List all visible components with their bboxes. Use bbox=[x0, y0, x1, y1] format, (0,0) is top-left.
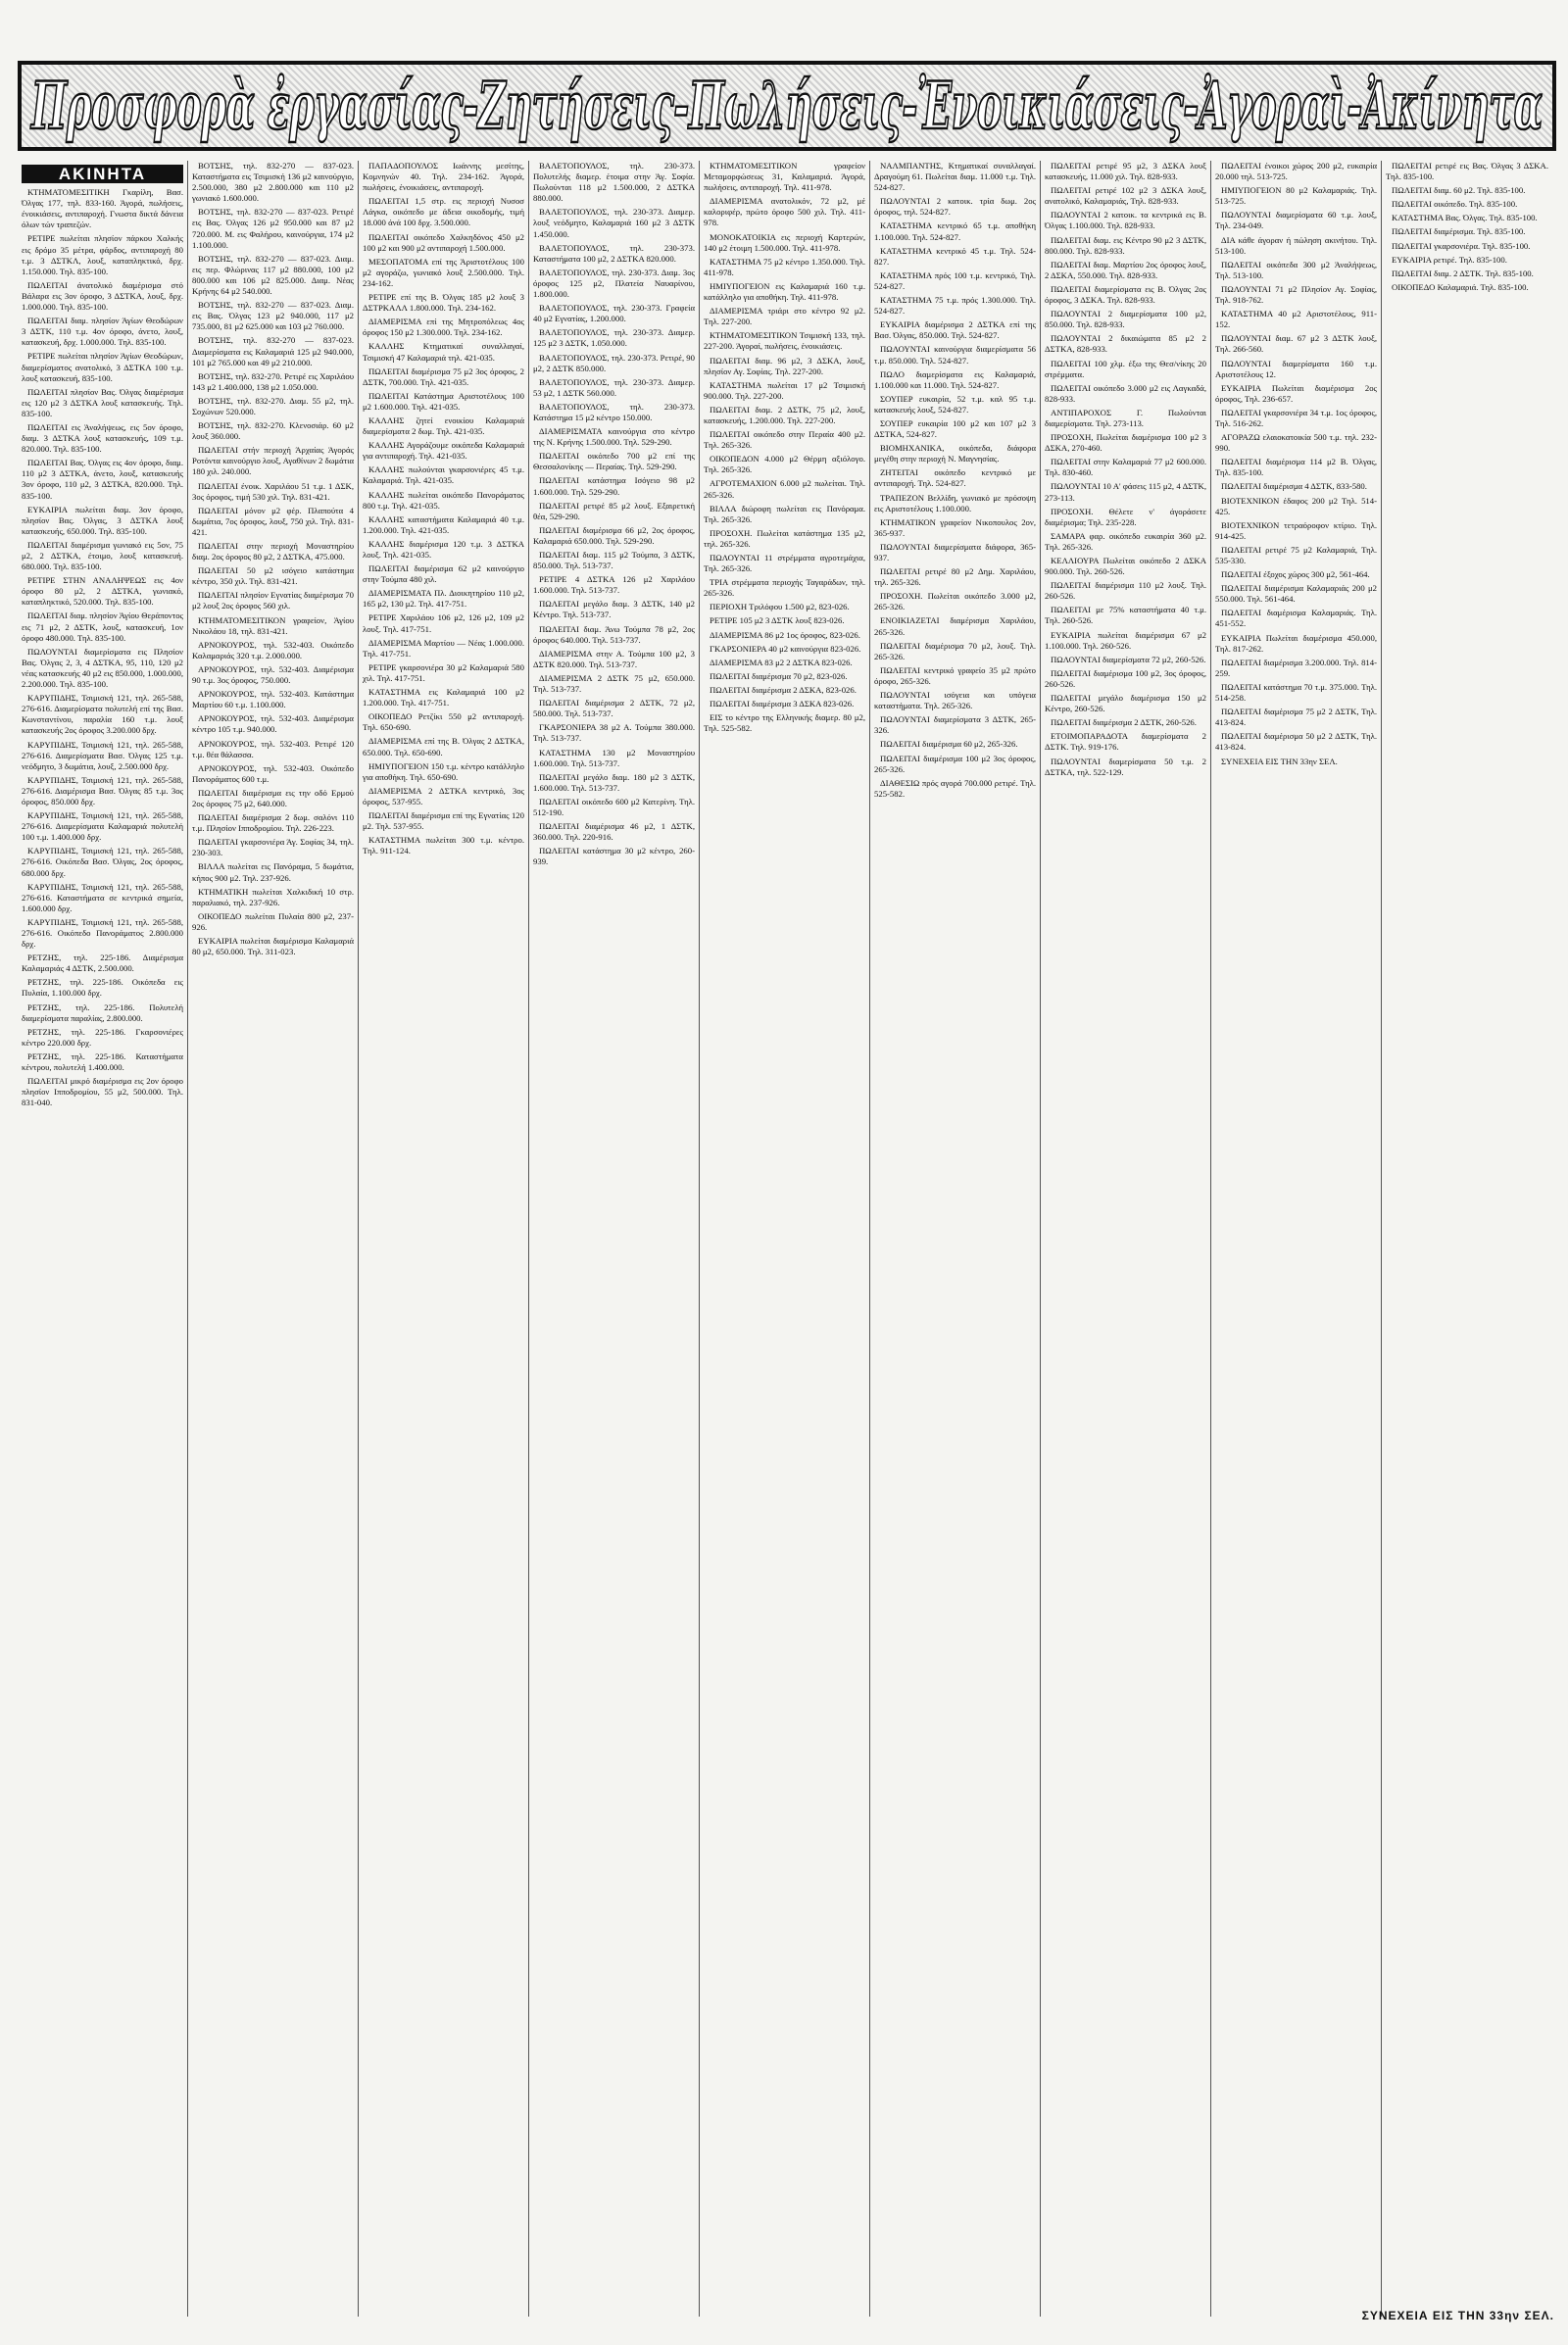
classified-ad: ΠΩΛΕΙΤΑΙ διαμέρισμα 3.200.000. Τηλ. 814-259. bbox=[1215, 657, 1377, 678]
classified-ad: ΠΩΛΟΥΝΤΑΙ 71 μ2 Πλησίον Αγ. Σοφίας, Τηλ. 918-762. bbox=[1215, 283, 1377, 306]
classified-ad: ΚΑΛΛΗΣ διαμέρισμα 120 τ.μ. 3 ΔΣΤΚΑ λουξ. Τηλ. 421-035. bbox=[363, 538, 524, 560]
classified-ad: ΟΙΚΟΠΕΔΟΝ 4.000 μ2 Θέρμη αξιόλογο. Τηλ. 265-326. bbox=[704, 454, 865, 475]
classified-column bbox=[529, 161, 700, 2317]
classified-ad: ΖΗΤΕΙΤΑΙ οικόπεδο κεντρικό με αντιπαροχή. Τηλ. 524-827. bbox=[874, 467, 1036, 489]
continued-note: ΣΥΝΕΧΕΙΑ ΕΙΣ ΤΗΝ 33ην ΣΕΛ. bbox=[1361, 2309, 1554, 2322]
classified-ad: ΕΤΟΙΜΟΠΑΡΑΔΟΤΑ διαμερίσματα 2 ΔΣΤΚ. Τηλ. 919-176. bbox=[1045, 731, 1206, 753]
classified-ad: ΓΚΑΡΣΟΝΙΕΡΑ 40 μ2 καινούργια 823-026. bbox=[710, 643, 861, 654]
classified-ad: ΠΩΛΕΙΤΑΙ με 75% καταστήματα 40 τ.μ. Τηλ. 260-526. bbox=[1045, 605, 1206, 626]
classified-ad: ΠΩΛΕΙΤΑΙ στην Καλαμαριά 77 μ2 600.000. Τηλ. 830-460. bbox=[1045, 457, 1206, 478]
classified-ad: ΠΩΛΕΙΤΑΙ κατάστημα Ισόγειο 98 μ2 1.600.000. Τηλ. 529-290. bbox=[533, 475, 695, 497]
classified-ad: ΟΙΚΟΠΕΔΟ Καλαμαριά. Τηλ. 835-100. bbox=[1392, 281, 1529, 292]
classified-ad: ΚΑΡΥΠΙΔΗΣ, Τσιμισκή 121, τηλ. 265-588, 276-616. Καταστήματα σε κεντρικά σημεία, 1.600.000 δρχ. bbox=[22, 881, 183, 913]
classified-ad: ΠΩΛΕΙΤΑΙ διαμ. πλησίον Άγίων Θεοδώρων 3 ΔΣΤΚ, 110 τ.μ. 4ον όροφο, άνετο, λουξ, κατασκευή, δρχ. 1.000.000. Τηλ. 835-100. bbox=[22, 316, 183, 348]
classified-ad: ΔΙΑΜΕΡΙΣΜΑΤΑ καινούργια στο κέντρο της Ν. Κρήνης 1.500.000. Τηλ. 529-290. bbox=[533, 426, 695, 448]
classified-ad: ΝΑΛΜΠΑΝΤΗΣ, Κτηματικαί συναλλαγαί. Δραγούμη 61. Πωλείται διαμ. 11.000 τ.μ. Τηλ. 524-827. bbox=[874, 161, 1036, 193]
classified-ad: ΠΩΛΕΙΤΑΙ διαμ. 2 ΔΣΤΚ. Τηλ. 835-100. bbox=[1392, 268, 1534, 278]
classified-ad: ΠΩΛΕΙΤΑΙ γκαρσονιέρα 34 τ.μ. 1ος όροφος, Τηλ. 516-262. bbox=[1215, 407, 1377, 428]
classified-ad: ΚΤΗΜΑΤΟΜΕΣΙΤΙΚΟΝ γραφείον Μεταμορφώσεως 31, Καλαμαριά. Άγορά, πωλήσεις, αντιπαροχή. Τηλ. 411-978. bbox=[704, 161, 865, 193]
classified-ad: ΡΕΤΖΗΣ, τηλ. 225-186. Πολυτελή διαμερίσματα παραλίας, 2.800.000. bbox=[22, 1002, 183, 1023]
classified-ad: ΠΩΛΕΙΤΑΙ διαμέρισμα 60 μ2, 265-326. bbox=[880, 739, 1018, 750]
classified-ad: ΠΩΛΕΙΤΑΙ διαμέρισμα 100 μ2, 3ος όροφος, 260-526. bbox=[1045, 667, 1206, 689]
classified-ad: ΚΑΡΥΠΙΔΗΣ, Τσιμισκή 121, τηλ. 265-588, 276-616. Διαμερίσματα Βασ. Όλγας 125 τ.μ. νεόδμητο, 3 δωμάτια, λουξ, 2.500.000 δρχ. bbox=[22, 739, 183, 771]
classified-ad: ΚΑΛΛΗΣ Αγοράζουμε οικόπεδα Καλαμαριά για αντιπαροχή. Τηλ. 421-035. bbox=[363, 440, 524, 462]
classified-ad: ΠΩΛΕΙΤΑΙ διαμ. Άνω Τούμπα 78 μ2, 2ος όροφος 640.000. Τηλ. 513-737. bbox=[533, 623, 695, 645]
classified-ad: ΠΩΛΕΙΤΑΙ οικόπεδο 700 μ2 επί της Θεσσαλονίκης — Περαίας. Τηλ. 529-290. bbox=[533, 451, 695, 472]
classified-ad: ΒΟΤΣΗΣ, τηλ. 832-270. Κλενοσιάρ. 60 μ2 λουξ 360.000. bbox=[192, 420, 354, 442]
classified-ad: ΕΙΣ το κέντρο της Ελληνικής διαμερ. 80 μ2, Τηλ. 525-582. bbox=[704, 712, 865, 734]
classified-ad: ΒΙΟΤΕΧΝΙΚΟΝ τετραόροφον κτίριο. Τηλ. 914-425. bbox=[1215, 519, 1377, 541]
classified-ad: ΤΡΙΑ στρέμματα περιοχής Ταγαράδων, τηλ. 265-326. bbox=[704, 577, 865, 599]
classified-ad: ΑΝΤΙΠΑΡΟΧΟΣ Γ. Πωλούνται διαμερίσματα. Τηλ. 273-113. bbox=[1045, 407, 1206, 428]
classified-column bbox=[870, 161, 1041, 2317]
classified-ad: ΔΙΑΜΕΡΙΣΜΑ επί της Μητροπόλεως 4ος όροφος 150 μ2 1.300.000. Τηλ. 234-162. bbox=[363, 317, 524, 338]
classified-ad: ΔΙΑ κάθε άγοραν ή πώληση ακινήτου. Τηλ. 513-100. bbox=[1215, 234, 1377, 256]
classified-ad: ΠΩΛΕΙΤΑΙ διαμέρισμα 4 ΔΣΤΚ, 833-580. bbox=[1221, 481, 1367, 492]
classified-ad: ΠΩΛΕΙΤΑΙ ρετιρέ 102 μ2 3 ΔΣΚΑ λουξ, ανατολικό, Καλαμαριάς, Τηλ. 828-933. bbox=[1045, 185, 1206, 207]
classified-ad: ΠΡΟΣΟΧΗ. Θέλετε ν' άγοράσετε διαμέρισμα; Τηλ. 235-228. bbox=[1045, 506, 1206, 527]
classified-ad: ΠΩΛΕΙΤΑΙ οικόπεδο στην Περαία 400 μ2. Τηλ. 265-326. bbox=[704, 429, 865, 451]
classified-ad: ΕΥΚΑΙΡΙΑ πωλείται διαμέρισμα Καλαμαριά 80 μ2, 650.000. Τηλ. 311-023. bbox=[192, 936, 354, 957]
classified-ad: ΒΑΛΕΤΟΠΟΥΛΟΣ, τηλ. 230-373. Πολυτελής διαμερ. έτοιμα στην Άγ. Σοφία. Πωλούνται 118 μ2 1.500.000, 2 ΔΣΤΚΑ 880.000. bbox=[533, 161, 695, 204]
classified-columns bbox=[18, 161, 1556, 2317]
classified-ad: ΠΩΛΕΙΤΑΙ ρετιρέ εις Βας. Όλγας 3 ΔΣΚΑ. Τηλ. 835-100. bbox=[1386, 161, 1548, 182]
classified-ad: ΣΑΜΑΡΑ φαρ. οικόπεδο ευκαιρία 360 μ2. Τηλ. 265-326. bbox=[1045, 530, 1206, 552]
classified-ad: ΚΑΡΥΠΙΔΗΣ, Τσιμισκή 121, τηλ. 265-588, 276-616. Οικόπεδο Πανοράματος 2.800.000 δρχ. bbox=[22, 916, 183, 950]
classified-ad: ΠΩΛΟΥΝΤΑΙ 11 στρέμματα αγροτεμάχια, Τηλ. 265-326. bbox=[704, 553, 865, 574]
classified-ad: ΕΥΚΑΙΡΙΑ ρετιρέ. Τηλ. 835-100. bbox=[1392, 254, 1507, 265]
classified-ad: ΠΩΛΕΙΤΑΙ κατάστημα 70 τ.μ. 375.000. Τηλ. 514-258. bbox=[1215, 681, 1377, 704]
classified-ad: ΒΑΛΕΤΟΠΟΥΛΟΣ, τηλ. 230-373. Διαμ. 3ος όροφος 125 μ2, Πλατεία Ναυαρίνου, 1.800.000. bbox=[533, 267, 695, 300]
classified-ad: ΠΩΛΕΙΤΑΙ διαμέρισμα 46 μ2, 1 ΔΣΤΚ, 360.000. Τηλ. 220-916. bbox=[533, 821, 695, 843]
classified-ad: ΔΙΑΜΕΡΙΣΜΑΤΑ Πλ. Διοικητηρίου 110 μ2, 165 μ2, 130 μ2. Τηλ. 417-751. bbox=[363, 588, 524, 610]
classified-ad: ΠΩΛΕΙΤΑΙ ρετιρέ 85 μ2 λουξ. Εξαιρετική θέα, 529-290. bbox=[533, 500, 695, 521]
classified-ad: ΚΑΤΑΣΤΗΜΑ πωλείται 300 τ.μ. κέντρο. Τηλ. 911-124. bbox=[363, 835, 524, 856]
classified-ad: ΠΩΛΕΙΤΑΙ 1,5 στρ. εις περιοχή Νυσοσ Λάγκα, οικόπεδο με άδεια οικοδομής, τιμή 18.000 άνά 100 δρχ. 3.500.000. bbox=[363, 196, 524, 228]
classified-ad: ΠΩΛΕΙΤΑΙ διαμέρισμα 70 μ2, λουξ. Τηλ. 265-326. bbox=[874, 640, 1036, 661]
classified-ad: ΠΩΛΕΙΤΑΙ οικόπεδα 300 μ2 Άναλήψεως, Τηλ. 513-100. bbox=[1215, 259, 1377, 280]
classified-ad: ΠΩΛΕΙΤΑΙ διαμέρισμα 50 μ2 2 ΔΣΤΚ, Τηλ. 413-824. bbox=[1215, 731, 1377, 753]
classified-ad: ΠΩΛΕΙΤΑΙ διαμ. 60 μ2. Τηλ. 835-100. bbox=[1392, 185, 1526, 196]
classified-ad: ΒΑΛΕΤΟΠΟΥΛΟΣ, τηλ. 230-373. Κατάστημα 15 μ2 κέντρο 150.000. bbox=[533, 401, 695, 422]
classified-ad: ΚΑΛΛΗΣ ζητεί ενοικίου Καλαμαριά διαμερίσματα 2 δωμ. Τηλ. 421-035. bbox=[363, 415, 524, 437]
classified-ad: ΡΕΤΖΗΣ, τηλ. 225-186. Διαμέρισμα Καλαμαριάς 4 ΔΣΤΚ, 2.500.000. bbox=[22, 953, 183, 974]
classified-ad: ΣΥΝΕΧΕΙΑ ΕΙΣ ΤΗΝ 33ην ΣΕΛ. bbox=[1221, 756, 1338, 766]
classified-ad: ΚΑΛΛΗΣ πωλούνται γκαρσονιέρες 45 τ.μ. Καλαμαριά. Τηλ. 421-035. bbox=[363, 464, 524, 486]
classified-ad: ΠΩΛΕΙΤΑΙ διαμέρισμα επί της Εγνατίας 120 μ2. Τηλ. 537-955. bbox=[363, 809, 524, 832]
classified-ad: ΠΩΛΕΙΤΑΙ μόνον μ2 φέρ. Πλαπούτα 4 δωμάτια, 7ος όροφος, λουξ, 750 χιλ. Τηλ. 831-421. bbox=[192, 505, 354, 537]
classified-ad: ΠΩΛΟΥΝΤΑΙ διαμερίσματα εις Πλησίον Βας. Όλγας 2, 3, 4 ΔΣΤΚΑ, 95, 110, 120 μ2 νέας κατασκευής 40 μ2 εις 850.000, 1.000.000, 2.200.000. Τηλ. 835-100. bbox=[22, 646, 183, 690]
classified-ad: ΗΜΙΥΠΟΓΕΙΟΝ 80 μ2 Καλαμαριάς. Τηλ. 513-725. bbox=[1215, 185, 1377, 207]
classified-ad: ΚΑΡΥΠΙΔΗΣ, Τσιμισκή 121, τηλ. 265-588, 276-616. Οικόπεδα Βασ. Όλγας, 2ος όροφος, 680.000 δρχ. bbox=[22, 846, 183, 878]
classified-ad: ΠΩΛΕΙΤΑΙ διαμέρισμα. Τηλ. 835-100. bbox=[1392, 226, 1526, 237]
classified-ad: ΚΑΤΑΣΤΗΜΑ 75 μ2 κέντρο 1.350.000. Τηλ. 411-978. bbox=[704, 256, 865, 277]
classified-ad: ΠΩΛΕΙΤΑΙ πλησίον Εγνατίας διαμέρισμα 70 μ2 λουξ 2ος όροφος 560 χιλ. bbox=[192, 590, 354, 611]
classified-ad: ΠΩΛΕΙΤΑΙ διαμέρισμα 100 μ2 3ος όροφος, 265-326. bbox=[874, 753, 1036, 774]
classified-ad: ΗΜΙΥΠΟΓΕΙΟΝ εις Καλαμαριά 160 τ.μ. κατάλληλο για αποθήκη. Τηλ. 411-978. bbox=[704, 280, 865, 303]
classified-ad: ΠΑΠΑΔΟΠΟΥΛΟΣ Ιωάννης μεσίτης, Κομνηνών 40. Τηλ. 234-162. Άγορά, πωλήσεις, ένοικιάσεις, αντιπαροχή. bbox=[363, 161, 524, 193]
classified-ad: ΡΕΤΙΡΕ πωλείται πλησίον πάρκου Χαλκής εις δρόμο 35 μέτρα, φάρδος, αντιπαροχή 80 τ.μ. 3 ΔΣΤΚΛ, λουξ, καταπληκτικό, δρχ. 1.150.000. Τηλ. 835-100. bbox=[22, 233, 183, 276]
classified-ad: ΠΩΛΕΙΤΑΙ μικρό διαμέρισμα εις 2ον όροφο πλησίον Ιπποδρομίου, 55 μ2, 500.000. Τηλ. 831-040. bbox=[22, 1076, 183, 1108]
classified-ad: ΚΑΡΥΠΙΔΗΣ, Τσιμισκή 121, τηλ. 265-588, 276-616. Διαμέρισμα Βασ. Όλγας 85 τ.μ. 3ος όροφος, 850.000 δρχ. bbox=[22, 774, 183, 806]
classified-ad: ΠΩΛΕΙΤΑΙ Κατάστημα Αριστοτέλους 100 μ2 1.600.000. Τηλ. 421-035. bbox=[363, 390, 524, 412]
classified-ad: ΠΩΛΕΙΤΑΙ διαμ. Μαρτίου 2ος όροφος λουξ, 2 ΔΣΚΑ, 550.000. Τηλ. 828-933. bbox=[1045, 259, 1206, 280]
classified-ad: ΜΕΣΟΠΑΤΟΜΑ επί της Άριστοτέλους 100 μ2 αγοράζω, γωνιακό λουξ 2.500.000. Τηλ. 234-162. bbox=[363, 256, 524, 288]
classified-ad: ΠΩΛΕΙΤΑΙ διαμέρισμα 2 ΔΣΚΑ, 823-026. bbox=[710, 684, 857, 695]
classified-ad: ΓΚΑΡΣΟΝΙΕΡΑ 38 μ2 Α. Τούμπα 380.000. Τηλ. 513-737. bbox=[533, 722, 695, 744]
classified-column bbox=[1382, 161, 1552, 2317]
classified-ad: ΠΩΛΕΙΤΑΙ διαμέρισμα 2 ΔΣΤΚ, 72 μ2, 580.000. Τηλ. 513-737. bbox=[533, 698, 695, 719]
classified-ad: ΠΩΛΟΥΝΤΑΙ καινούργια διαμερίσματα 56 τ.μ. 850.000. Τηλ. 524-827. bbox=[874, 344, 1036, 366]
classified-ad: ΠΩΛΟΥΝΤΑΙ διαμ. 67 μ2 3 ΔΣΤΚ λουξ, Τηλ. 266-560. bbox=[1215, 333, 1377, 355]
classified-ad: ΒΑΛΕΤΟΠΟΥΛΟΣ, τηλ. 230-373. Ρετιρέ, 90 μ2, 2 ΔΣΤΚ 850.000. bbox=[533, 352, 695, 373]
classified-ad: ΔΙΑΜΕΡΙΣΜΑ 86 μ2 1ος όροφος, 823-026. bbox=[710, 629, 860, 640]
classified-ad: ΚΑΤΑΣΤΗΜΑ πρός 100 τ.μ. κεντρικό, Τηλ. 524-827. bbox=[874, 269, 1036, 291]
classified-ad: ΚΑΛΛΗΣ καταστήματα Καλαμαριά 40 τ.μ. 1.200.000. Τηλ. 421-035. bbox=[363, 513, 524, 535]
classified-ad: ΠΩΛΟΥΝΤΑΙ 2 κατοικ. τρία δωμ. 2ος όροφος, τηλ. 524-827. bbox=[874, 196, 1036, 218]
classified-ad: ΟΙΚΟΠΕΔΟ Ρετζίκι 550 μ2 αντιπαροχή. Τηλ. 650-690. bbox=[363, 711, 524, 733]
classified-ad: ΔΙΑΜΕΡΙΣΜΑ 2 ΔΣΤΚΑ κεντρικό, 3ος όροφος, 537-955. bbox=[363, 785, 524, 806]
classified-ad: ΠΩΛΕΙΤΑΙ 100 χλμ. έξω της Θεσ/νίκης 20 στρέμματα. bbox=[1045, 358, 1206, 379]
classified-ad: ΠΩΛΕΙΤΑΙ διαμέρισμα 66 μ2, 2ος όροφος, Καλαμαριά 650.000. Τηλ. 529-290. bbox=[533, 524, 695, 546]
classified-ad: ΠΩΛΕΙΤΑΙ διαμέρισμα 70 μ2, 823-026. bbox=[710, 670, 848, 681]
classified-ad: ΡΕΤΙΡΕ γκαρσονιέρα 30 μ2 Καλαμαριά 580 χιλ. Τηλ. 417-751. bbox=[363, 661, 524, 683]
classified-ad: ΒΟΤΣΗΣ, τηλ. 832-270 — 837-023. Διαμ. εις περ. Φλώρινας 117 μ2 880.000, 100 μ2 800.000 και 106 μ2 825.000. Διαμ. Νέας Κρήνης 64 μ2 540.000. bbox=[192, 253, 354, 297]
classified-ad: ΡΕΤΙΡΕ πωλείται πλησίον Άγίων Θεοδώρων, διαμερίσματος ανατολικό, 3 ΔΣΤΚΑ 100 τ.μ. λουξ κατασκευή, 835-100. bbox=[22, 351, 183, 383]
classified-ad: ΠΡΟΣΟΧΗ. Πωλείται κατάστημα 135 μ2, τηλ. 265-326. bbox=[704, 527, 865, 549]
classified-column bbox=[700, 161, 870, 2317]
classified-ad: ΠΩΛΕΙΤΑΙ διαμερίσματα εις Β. Όλγας 2ος όροφος, 3 ΔΣΚΑ. Τηλ. 828-933. bbox=[1045, 283, 1206, 306]
classified-column bbox=[1041, 161, 1211, 2317]
classified-ad: ΒΙΟΤΕΧΝΙΚΟΝ έδαφος 200 μ2 Τηλ. 514-425. bbox=[1215, 495, 1377, 516]
classified-ad: ΚΑΡΥΠΙΔΗΣ, Τσιμισκή 121, τηλ. 265-588, 276-616. Διαμερίσματα πολυτελή επί της Βασ. Κωνσταντίνου, παραλία 160 τ.μ. λουξ κατασκευής 2ος όροφος 3.200.000 δρχ. bbox=[22, 693, 183, 736]
classified-ad: ΣΟΥΠΕΡ ευκαιρία 100 μ2 και 107 μ2 3 ΔΣΤΚΑ, 524-827. bbox=[874, 417, 1036, 440]
classified-ad: ΠΩΛΕΙΤΑΙ στήν περιοχή Άρχαίας Άγοράς Ροτόντα καινούργιο λουξ, Αγαθίνων 2 δωμάτια 180 χιλ. 240.000. bbox=[192, 445, 354, 477]
classified-ad: ΚΤΗΜΑΤΟΜΕΣΙΤΙΚΟΝ γραφείον, Άγίου Νικολάου 18, τηλ. 831-421. bbox=[192, 614, 354, 636]
classified-ad: ΚΑΤΑΣΤΗΜΑ κεντρικό 65 τ.μ. αποθήκη 1.100.000. Τηλ. 524-827. bbox=[874, 220, 1036, 242]
classified-ad: ΠΩΛΕΙΤΑΙ διαμέρισμα εις την οδό Ερμού 2ος όροφος 75 μ2, 640.000. bbox=[192, 787, 354, 808]
classified-ad: ΠΩΛΕΙΤΑΙ διαμέρισμα γωνιακό εις 5ον, 75 μ2, 2 ΔΣΤΚΑ, έτοιμο, λουξ κατασκευή. 680.000. Τηλ. 835-100. bbox=[22, 539, 183, 572]
classified-ad: ΠΩΛΟΥΝΤΑΙ διαμερίσματα 60 τ.μ. λουξ, Τηλ. 234-049. bbox=[1215, 210, 1377, 231]
classified-ad: ΑΡΝΟΚΟΥΡΟΣ, τηλ. 532-403. Οικόπεδο Πανοράματος 600 τ.μ. bbox=[192, 762, 354, 784]
classified-ad: ΠΩΛΕΙΤΑΙ 50 μ2 ισόγειο κατάστημα κέντρο, 350 χιλ. Τηλ. 831-421. bbox=[192, 565, 354, 587]
classified-ad: ΕΥΚΑΙΡΙΑ πωλείται διαμ. 3ον όροφο, πλησίον Βας. Όλγας, 3 ΔΣΤΚΑ λουξ κατασκευής, 650.000. Τηλ. 835-100. bbox=[22, 504, 183, 536]
classified-ad: ΠΩΛΟΥΝΤΑΙ 10 Α' φάσεις 115 μ2, 4 ΔΣΤΚ, 273-113. bbox=[1045, 481, 1206, 503]
classified-ad: ΔΙΑΜΕΡΙΣΜΑ τριάρι στο κέντρο 92 μ2. Τηλ. 227-200. bbox=[704, 306, 865, 327]
classified-ad: ΜΟΝΟΚΑΤΟΙΚΙΑ εις περιοχή Καρτερών, 140 μ2 έτοιμη 1.500.000. Τηλ. 411-978. bbox=[704, 231, 865, 253]
classified-ad: ΠΩΛΕΙΤΑΙ ρετιρέ 95 μ2, 3 ΔΣΚΑ λουξ κατασκευής, 11.000 χιλ. Τηλ. 828-933. bbox=[1045, 161, 1206, 182]
classified-ad: ΠΩΛΕΙΤΑΙ κατάστημα 30 μ2 κέντρο, 260-939. bbox=[533, 846, 695, 867]
classified-ad: ΚΑΛΛΗΣ Κτηματικαί συναλλαγαί, Τσιμισκή 47 Καλαμαριά τηλ. 421-035. bbox=[363, 341, 524, 363]
classified-ad: ΕΥΚΑΙΡΙΑ πωλείται διαμέρισμα 67 μ2 1.100.000. Τηλ. 260-526. bbox=[1045, 629, 1206, 651]
classified-ad: ΒΟΤΣΗΣ, τηλ. 832-270 — 837-023. Ρετιρέ εις Βας. Όλγας 126 μ2 950.000 και 87 μ2 720.000. Μ. εις Φαλήρου, καινούργια, 174 μ2 1.100.000. bbox=[192, 207, 354, 250]
classified-ad: ΚΤΗΜΑΤΙΚΗ πωλείται Χαλκιδική 10 στρ. παραλιακό, τηλ. 237-926. bbox=[192, 886, 354, 907]
classified-column bbox=[359, 161, 529, 2317]
classified-column bbox=[188, 161, 359, 2317]
classified-ad: ΒΟΤΣΗΣ, τηλ. 832-270 — 837-023. Καταστήματα εις Τσιμισκή 136 μ2 καινούργιο, 2.500.000, 380 μ2 2.800.000 και 110 μ2 γωνιακό 1.600.000. bbox=[192, 161, 354, 204]
classified-ad: ΒΟΤΣΗΣ, τηλ. 832-270 — 837-023. Διαμ. εις Βας. Όλγας 123 μ2 940.000, 117 μ2 735.000, 81 μ2 625.000 και 103 μ2 760.000. bbox=[192, 300, 354, 332]
classified-ad: ΚΑΡΥΠΙΔΗΣ, Τσιμισκή 121, τηλ. 265-588, 276-616. Διαμερίσματα Καλαμαριά πολυτελή 100 τ.μ. 1.400.000 δρχ. bbox=[22, 810, 183, 843]
classified-ad: ΠΩΛΕΙΤΑΙ διαμέρισμα 62 μ2 καινούργιο στην Τούμπα 480 χιλ. bbox=[363, 563, 524, 585]
classified-ad: ΕΥΚΑΙΡΙΑ Πωλείται διαμέρισμα 450.000, Τηλ. 817-262. bbox=[1215, 632, 1377, 654]
classified-ad: ΠΩΛΕΙΤΑΙ κεντρικό γραφείο 35 μ2 πρώτο όροφο, 265-326. bbox=[874, 664, 1036, 686]
classified-ad: ΠΩΛΕΙΤΑΙ εις Άναλήψεως, εις 5ον όροφο, διαμ. 3 ΔΣΤΚΑ λουξ κατασκευής, 109 τ.μ. 820.000. Τηλ. 835-100. bbox=[22, 421, 183, 455]
classified-ad: ΠΩΛΕΙΤΑΙ μεγάλο διαμ. 3 ΔΣΤΚ, 140 μ2 Κέντρο. Τηλ. 513-737. bbox=[533, 599, 695, 620]
classified-ad: ΠΩΛΟ διαμερίσματα εις Καλαμαριά, 1.100.000 και 11.000. Τηλ. 524-827. bbox=[874, 368, 1036, 390]
classified-ad: ΔΙΑΜΕΡΙΣΜΑ επί της Β. Όλγας 2 ΔΣΤΚΑ, 650.000. Τηλ. 650-690. bbox=[363, 736, 524, 757]
classified-ad: ΤΡΑΠΕΖΟΝ Βελλίδη, γωνιακό με πρόσοψη εις Αριστοτέλους 1.100.000. bbox=[874, 492, 1036, 513]
classified-ad: ΡΕΤΙΡΕ επί της Β. Όλγας 185 μ2 λουξ 3 ΔΣΤΡΚΑΛΛ 1.800.000. Τηλ. 234-162. bbox=[363, 292, 524, 314]
classified-ad: ΠΩΛΕΙΤΑΙ στην περιοχή Μοναστηρίου διαμ. 2ος όροφος 80 μ2, 2 ΔΣΤΚΑ, 475.000. bbox=[192, 541, 354, 562]
classified-ad: ΠΩΛΕΙΤΑΙ έξοχος χώρος 300 μ2, 561-464. bbox=[1221, 569, 1370, 580]
classified-ad: ΔΙΑΜΕΡΙΣΜΑ στην Α. Τούμπα 100 μ2, 3 ΔΣΤΚ 820.000. Τηλ. 513-737. bbox=[533, 648, 695, 669]
classified-ad: ΔΙΑΜΕΡΙΣΜΑ ανατολικόν, 72 μ2, μέ καλοριφέρ, πρώτο όροφο 500 χιλ. Τηλ. 411-978. bbox=[704, 196, 865, 228]
classified-ad: ΠΩΛΕΙΤΑΙ ένοικ. Χαριλάου 51 τ.μ. 1 ΔΣΚ, 3ος όροφος, τιμή 530 χιλ. Τηλ. 831-421. bbox=[192, 480, 354, 502]
classified-ad: ΒΑΛΕΤΟΠΟΥΛΟΣ, τηλ. 230-373. Διαμερ. 53 μ2, 1 ΔΣΤΚ 560.000. bbox=[533, 376, 695, 398]
classified-ad: ΒΟΤΣΗΣ, τηλ. 832-270. Διαμ. 55 μ2, τηλ. Σοχώνων 520.000. bbox=[192, 395, 354, 416]
classified-ad: ΚΑΤΑΣΤΗΜΑ 75 τ.μ. πρός 1.300.000. Τηλ. 524-827. bbox=[874, 295, 1036, 317]
classified-ad: ΠΩΛΕΙΤΑΙ διαμέρισμα 2 δωμ. σαλόνι 110 τ.μ. Πλησίον Ιπποδρομίου. Τηλ. 226-223. bbox=[192, 812, 354, 834]
classified-ad: ΠΩΛΕΙΤΑΙ οικόπεδο 600 μ2 Κατερίνη. Τηλ. 512-190. bbox=[533, 796, 695, 817]
classified-ad: ΡΕΤΖΗΣ, τηλ. 225-186. Καταστήματα κέντρου, πολυτελή 1.400.000. bbox=[22, 1050, 183, 1073]
classified-ad: ΔΙΑΘΕΣΙΩ πρός αγορά 700.000 ρετιρέ. Τηλ. 525-582. bbox=[874, 777, 1036, 799]
classified-ad: ΚΑΤΑΣΤΗΜΑ εις Καλαμαριά 100 μ2 1.200.000. Τηλ. 417-751. bbox=[363, 687, 524, 708]
classified-ad: ΠΩΛΕΙΤΑΙ διαμέρισμα 75 μ2 2 ΔΣΤΚ, Τηλ. 413-824. bbox=[1215, 707, 1377, 728]
classified-ad: ΑΡΝΟΚΟΥΡΟΣ, τηλ. 532-403. Οικόπεδο Καλαμαριάς 320 τ.μ. 2.000.000. bbox=[192, 639, 354, 660]
classified-ad: ΠΩΛΕΙΤΑΙ Βας. Όλγας εις 4ον όροφο, διαμ. 110 μ2 3 ΔΣΤΚΑ, άνετο, λουξ, κατασκευής 3ον όροφο, 110 μ2, 3 ΔΣΤΚΑ, 820.000. Τηλ. 835-100. bbox=[22, 458, 183, 501]
classified-ad: ΠΩΛΟΥΝΤΑΙ 2 διαμερίσματα 100 μ2, 850.000. Τηλ. 828-933. bbox=[1045, 309, 1206, 330]
classified-ad: ΡΕΤΙΡΕ 4 ΔΣΤΚΑ 126 μ2 Χαριλάου 1.600.000. Τηλ. 513-737. bbox=[533, 574, 695, 596]
classified-ad: ΠΡΟΣΟΧΗ. Πωλείται οικόπεδο 3.000 μ2, 265-326. bbox=[874, 591, 1036, 612]
classified-ad: ΒΑΛΕΤΟΠΟΥΛΟΣ, τηλ. 230-373. Διαμερ. λουξ νεόδμητο, Καλαμαριά 160 μ2 3 ΔΣΤΚ 1.450.000. bbox=[533, 207, 695, 239]
classified-ad: ΠΩΛΕΙΤΑΙ οικόπεδο Χαλκηδόνος 450 μ2 100 μ2 και 900 μ2 αντιπαροχή 1.500.000. bbox=[363, 231, 524, 253]
classified-ad: ΠΩΛΕΙΤΑΙ ένοικοι χώρος 200 μ2, ευκαιρία 20.000 τηλ. 513-725. bbox=[1215, 161, 1377, 182]
classified-ad: ΒΑΛΕΤΟΠΟΥΛΟΣ, τηλ. 230-373. Καταστήματα 100 μ2, 2 ΔΣΤΚΑ 820.000. bbox=[533, 242, 695, 264]
classified-ad: ΒΑΛΕΤΟΠΟΥΛΟΣ, τηλ. 230-373. Γραφεία 40 μ2 Εγνατίας, 1.200.000. bbox=[533, 303, 695, 324]
classified-ad: ΚΤΗΜΑΤΟΜΕΣΙΤΙΚΟΝ Τσιμισκή 133, τηλ. 227-200. Άγοραί, πωλήσεις, ένοικιάσεις. bbox=[704, 330, 865, 352]
classified-ad: ΠΩΛΕΙΤΑΙ διαμ. 115 μ2 Τούμπα, 3 ΔΣΤΚ, 850.000. Τηλ. 513-737. bbox=[533, 550, 695, 571]
section-heading: ΑΚΙΝΗΤΑ bbox=[22, 165, 183, 183]
classified-ad: ΠΩΛΕΙΤΑΙ πλησίον Βας. Όλγας διαμέρισμα εις 120 μ2 3 ΔΣΤΚΑ λουξ κατασκευής. Τηλ. 835-100. bbox=[22, 386, 183, 418]
classified-ad: ΡΕΤΖΗΣ, τηλ. 225-186. Γκαρσονιέρες κέντρο 220.000 δρχ. bbox=[22, 1026, 183, 1048]
classified-ad: ΠΩΛΕΙΤΑΙ άνατολικό διαμέρισμα στό Βάλαρα εις 3ον όροφο, 3 ΔΣΤΚΑ, λουξ, δρχ. 1.000.000. Τηλ. 835-100. bbox=[22, 279, 183, 313]
classified-ad: ΚΑΛΛΗΣ πωλείται οικόπεδο Πανοράματος 800 τ.μ. Τηλ. 421-035. bbox=[363, 489, 524, 511]
classified-ad: ΔΙΑΜΕΡΙΣΜΑ Μαρτίου — Νέας 1.000.000. Τηλ. 417-751. bbox=[363, 637, 524, 659]
classified-ad: ΠΩΛΕΙΤΑΙ διαμ. 2 ΔΣΤΚ, 75 μ2, λουξ, κατασκευής, 1.200.000. Τηλ. 227-200. bbox=[704, 404, 865, 425]
classified-ad: ΑΡΝΟΚΟΥΡΟΣ, τηλ. 532-403. Διαμέρισμα κέντρο 105 τ.μ. 940.000. bbox=[192, 713, 354, 735]
classified-ad: ΠΩΛΕΙΤΑΙ διαμ. εις Κέντρο 90 μ2 3 ΔΣΤΚ, 800.000. Τηλ. 828-933. bbox=[1045, 234, 1206, 256]
classified-ad: ΒΙΛΛΑ διώροφη πωλείται εις Πανόραμα. Τηλ. 265-326. bbox=[704, 503, 865, 524]
classified-ad: ΟΙΚΟΠΕΔΟ πωλείται Πυλαία 800 μ2, 237-926. bbox=[192, 910, 354, 932]
classified-ad: ΒΟΤΣΗΣ, τηλ. 832-270. Ρετιρέ εις Χαριλάου 143 μ2 1.400.000, 138 μ2 1.050.000. bbox=[192, 370, 354, 392]
classified-ad: ΠΩΛΕΙΤΑΙ μεγάλο διαμ. 180 μ2 3 ΔΣΤΚ, 1.600.000. Τηλ. 513-737. bbox=[533, 771, 695, 793]
classified-ad: ΠΕΡΙΟΧΗ Τριλόφου 1.500 μ2, 823-026. bbox=[710, 602, 850, 612]
banner-title: Προσφορὰ ἐργασίας-Ζητήσεις-Πωλήσεις-Ἐνοικιάσεις-Ἀγοραὶ-Ἀκίνητα bbox=[31, 68, 1543, 144]
classified-ad: ΒΙΟΜΗΧΑΝΙΚΑ, οικόπεδα, διάφορα μεγέθη στην περιοχή Ν. Μαγνησίας. bbox=[874, 443, 1036, 464]
classified-ad: ΡΕΤΙΡΕ ΣΤΗΝ ΑΝΑΛΗΨΕΩΣ εις 4ον όροφο 80 μ2, 2 ΔΣΤΚΑ, γωνιακό, καταπληκτικό, 520.000. Τηλ. 835-100. bbox=[22, 575, 183, 608]
classified-ad: ΠΩΛΕΙΤΑΙ διαμέρισμα Καλαμαριάς. Τηλ. 451-552. bbox=[1215, 608, 1377, 629]
classified-ad: ΠΩΛΕΙΤΑΙ ρετιρέ 75 μ2 Καλαμαριά, Τηλ. 535-330. bbox=[1215, 544, 1377, 565]
classified-ad: ΒΑΛΕΤΟΠΟΥΛΟΣ, τηλ. 230-373. Διαμερ. 125 μ2 3 ΔΣΤΚ, 1.050.000. bbox=[533, 327, 695, 349]
classified-ad: ΔΙΑΜΕΡΙΣΜΑ 83 μ2 2 ΔΣΤΚΑ 823-026. bbox=[710, 657, 853, 667]
classified-ad: ΠΩΛΟΥΝΤΑΙ ισόγεια και υπόγεια καταστήματα. Τηλ. 265-326. bbox=[874, 690, 1036, 711]
classified-ad: ΠΩΛΟΥΝΤΑΙ διαμερίσματα διάφορα, 365-937. bbox=[874, 541, 1036, 562]
classified-ad: ΗΜΙΥΠΟΓΕΙΟΝ 150 τ.μ. κέντρο κατάλληλο για αποθήκη. Τηλ. 650-690. bbox=[363, 760, 524, 782]
classified-ad: ΑΡΝΟΚΟΥΡΟΣ, τηλ. 532-403. Ρετιρέ 120 τ.μ. θέα θάλασσα. bbox=[192, 738, 354, 759]
classified-ad: ΑΡΝΟΚΟΥΡΟΣ, τηλ. 532-403. Διαμέρισμα 90 τ.μ. 3ος όροφος, 750.000. bbox=[192, 663, 354, 686]
classified-ad: ΒΟΤΣΗΣ, τηλ. 832-270 — 837-023. Διαμερίσματα εις Καλαμαριά 125 μ2 940.000, 101 μ2 765.000 και 49 μ2 210.000. bbox=[192, 335, 354, 367]
classified-ad: ΠΩΛΕΙΤΑΙ διαμ. πλησίον Άγίου Θεράποντος εις 71 μ2, 2 ΔΣΤΚ, λουξ, κατασκευή, 1ον όροφο 480.000. Τηλ. 835-100. bbox=[22, 611, 183, 643]
classified-ad: ΠΩΛΕΙΤΑΙ διαμέρισμα 2 ΔΣΤΚ, 260-526. bbox=[1051, 717, 1197, 728]
classified-ad: ΚΤΗΜΑΤΙΚΟΝ γραφείον Νικοπουλος 2ον, 365-937. bbox=[874, 516, 1036, 538]
classified-column bbox=[18, 161, 188, 2317]
classified-ad: ΠΩΛΕΙΤΑΙ γκαρσονιέρα. Τηλ. 835-100. bbox=[1392, 240, 1531, 251]
classified-ad: ΡΕΤΖΗΣ, τηλ. 225-186. Οικόπεδα εις Πυλαία, 1.100.000 δρχ. bbox=[22, 977, 183, 999]
classified-ad: ΡΕΤΙΡΕ 105 μ2 3 ΔΣΤΚ λουξ 823-026. bbox=[710, 615, 845, 626]
classified-ad: ΚΑΤΑΣΤΗΜΑ 40 μ2 Αριστοτέλους, 911-152. bbox=[1215, 309, 1377, 330]
classified-ad: ΔΙΑΜΕΡΙΣΜΑ 2 ΔΣΤΚ 75 μ2, 650.000. Τηλ. 513-737. bbox=[533, 672, 695, 695]
classified-ad: ΠΩΛΕΙΤΑΙ διαμέρισμα Καλαμαριάς 200 μ2 550.000. Τηλ. 561-464. bbox=[1215, 583, 1377, 605]
classified-ad: ΑΓΡΟΤΕΜΑΧΙΟΝ 6.000 μ2 πωλείται. Τηλ. 265-326. bbox=[704, 478, 865, 500]
classified-ad: ΠΩΛΟΥΝΤΑΙ διαμερίσματα 3 ΔΣΤΚ, 265-326. bbox=[874, 714, 1036, 736]
classified-column bbox=[1211, 161, 1382, 2317]
classified-ad: ΠΩΛΕΙΤΑΙ οικόπεδο. Τηλ. 835-100. bbox=[1392, 199, 1518, 210]
classified-ad: ΕΥΚΑΙΡΙΑ διαμέρισμα 2 ΔΣΤΚΑ επί της Βασ. Όλγας, 850.000. Τηλ. 524-827. bbox=[874, 319, 1036, 341]
classified-ad: ΚΑΤΑΣΤΗΜΑ πωλείται 17 μ2 Τσιμισκή 900.000. Τηλ. 227-200. bbox=[704, 379, 865, 401]
classified-ad: ΠΩΛΟΥΝΤΑΙ 2 δικαιώματα 85 μ2 2 ΔΣΤΚΑ, 828-933. bbox=[1045, 333, 1206, 355]
classified-ad: ΠΩΛΕΙΤΑΙ οικόπεδο 3.000 μ2 εις Λαγκαδά, 828-933. bbox=[1045, 382, 1206, 404]
classified-ad: ΠΩΛΕΙΤΑΙ διαμέρισμα 75 μ2 3ος όροφος, 2 ΔΣΤΚ, 700.000. Τηλ. 421-035. bbox=[363, 366, 524, 387]
classified-ad: ΠΩΛΟΥΝΤΑΙ 2 κατοικ. τα κεντρικά εις Β. Όλγας 1.100.000. Τηλ. 828-933. bbox=[1045, 210, 1206, 231]
classified-ad: ΚΑΤΑΣΤΗΜΑ κεντρικό 45 τ.μ. Τηλ. 524-827. bbox=[874, 245, 1036, 267]
classified-ad: ΑΓΟΡΑΖΩ ελαιοκατοικία 500 τ.μ. τηλ. 232-990. bbox=[1215, 432, 1377, 454]
classified-ad: ΠΩΛΕΙΤΑΙ διαμέρισμα 110 μ2 λουξ. Τηλ. 260-526. bbox=[1045, 580, 1206, 602]
classifieds-banner bbox=[18, 61, 1556, 151]
classified-ad: ΣΟΥΠΕΡ ευκαιρία, 52 τ.μ. καλ 95 τ.μ. κατασκευής λουξ, 524-827. bbox=[874, 393, 1036, 415]
classified-ad: ΠΩΛΕΙΤΑΙ μεγάλο διαμέρισμα 150 μ2 Κέντρο, 260-526. bbox=[1045, 693, 1206, 714]
classified-ad: ΠΩΛΟΥΝΤΑΙ διαμερίσματα 50 τ.μ. 2 ΔΣΤΚΑ, τηλ. 522-129. bbox=[1045, 756, 1206, 777]
classified-ad: ΚΑΤΑΣΤΗΜΑ 130 μ2 Μοναστηρίου 1.600.000. Τηλ. 513-737. bbox=[533, 747, 695, 768]
classified-ad: ΠΩΛΟΥΝΤΑΙ διαμερίσματα 72 μ2, 260-526. bbox=[1051, 654, 1206, 664]
classified-ad: ΚΑΤΑΣΤΗΜΑ Βας. Όλγας. Τηλ. 835-100. bbox=[1392, 213, 1538, 223]
classified-ad: ΠΩΛΟΥΝΤΑΙ διαμερίσματα 160 τ.μ. Αριστοτέλους 12. bbox=[1215, 358, 1377, 379]
classified-ad: ΕΥΚΑΙΡΙΑ Πωλείται διαμέρισμα 2ος όροφος, Τηλ. 236-657. bbox=[1215, 382, 1377, 404]
classified-ad: ΑΡΝΟΚΟΥΡΟΣ, τηλ. 532-403. Κατάστημα Μαρτίου 60 τ.μ. 1.100.000. bbox=[192, 689, 354, 710]
classified-ad: ΒΙΛΛΑ πωλείται εις Πανόραμα, 5 δωμάτια, κήπος 900 μ2. Τηλ. 237-926. bbox=[192, 861, 354, 883]
classified-ad: ΡΕΤΙΡΕ Χαριλάου 106 μ2, 126 μ2, 109 μ2 λουξ. Τηλ. 417-751. bbox=[363, 612, 524, 634]
classified-ad: ΠΩΛΕΙΤΑΙ διαμ. 96 μ2, 3 ΔΣΚΑ, λουξ, πλησίον Αγ. Σοφίας. Τηλ. 227-200. bbox=[704, 355, 865, 376]
classified-ad: ΕΝΟΙΚΙΑΖΕΤΑΙ διαμέρισμα Χαριλάου, 265-326. bbox=[874, 615, 1036, 637]
classified-ad: ΚΕΛΛΙΟΥΡΑ Πωλείται οικόπεδο 2 ΔΣΚΑ 900.000. Τηλ. 260-526. bbox=[1045, 556, 1206, 577]
classified-ad: ΠΡΟΣΟΧΗ, Πωλείται διαμέρισμα 100 μ2 3 ΔΣΚΑ, 270-460. bbox=[1045, 432, 1206, 454]
classified-ad: ΠΩΛΕΙΤΑΙ διαμέρισμα 3 ΔΣΚΑ 823-026. bbox=[710, 699, 855, 709]
classified-ad: ΚΤΗΜΑΤΟΜΕΣΙΤΙΚΗ Γκαρίλη, Βασ. Όλγας 177, τηλ. 833-160. Άγορά, πωλήσεις, ένοικιάσεις, αντιπαροχή. Γνωστα δικτά δάνεια όλων τών τραπεζών. bbox=[22, 187, 183, 230]
classified-ad: ΠΩΛΕΙΤΑΙ ρετιρέ 80 μ2 Δημ. Χαριλάου, τηλ. 265-326. bbox=[874, 566, 1036, 588]
classified-ad: ΠΩΛΕΙΤΑΙ διαμέρισμα 114 μ2 Β. Όλγας, Τηλ. 835-100. bbox=[1215, 457, 1377, 478]
classified-ad: ΠΩΛΕΙΤΑΙ γκαρσονιέρα Άγ. Σοφίας 34, τηλ. 230-303. bbox=[192, 837, 354, 858]
